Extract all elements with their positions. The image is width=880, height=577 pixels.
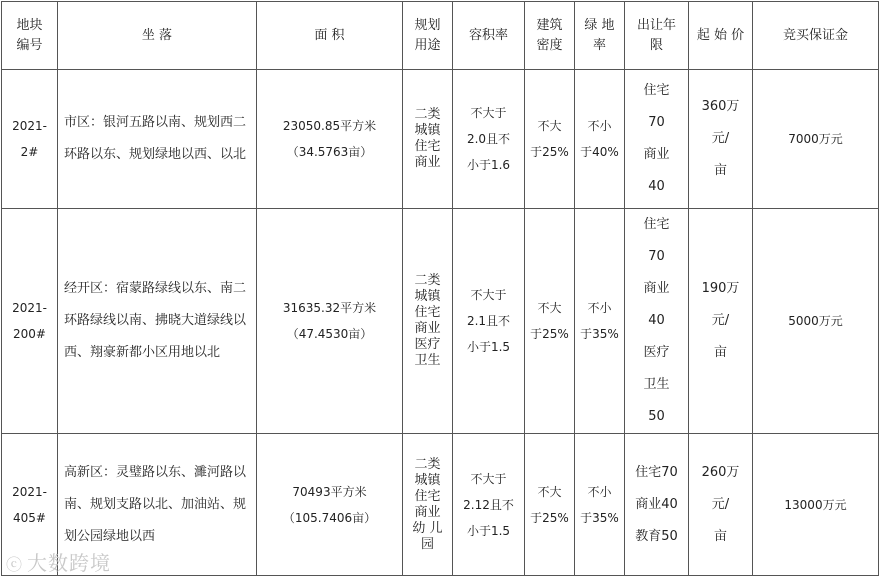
cell-location: 高新区：灵璧路以东、濉河路以南、规划支路以北、加油站、规划公园绿地以西 [58,434,257,576]
watermark-text: 大数跨境 [27,551,112,575]
cell-parcel-no: 2021- 2# [2,70,58,209]
header-far: 容积率 [453,2,525,70]
cell-planned-use: 二类 城镇 住宅 商业 [403,70,453,209]
header-area: 面 积 [257,2,403,70]
cell-transfer-years: 住宅 70 商业 40 医疗 卫生 50 [625,209,689,434]
cell-far: 不大于 2.1且不 小于1.5 [453,209,525,434]
cell-green: 不小 于40% [575,70,625,209]
table-header-row [2,2,879,70]
cell-start-price: 190万元/ 亩 [689,209,753,434]
cell-density: 不大 于25% [525,70,575,209]
cell-transfer-years: 住宅70 商业40 教育50 [625,434,689,576]
cell-transfer-years: 住宅 70 商业 40 [625,70,689,209]
table-row [2,209,879,434]
land-parcel-table [1,1,879,576]
cell-planned-use: 二类 城镇 住宅 商业 医疗 卫生 [403,209,453,434]
cell-far: 不大于 2.0且不 小于1.6 [453,70,525,209]
cell-deposit: 13000万元 [753,434,879,576]
cell-deposit: 5000万元 [753,209,879,434]
header-deposit: 竞买保证金 [753,2,879,70]
cell-start-price: 260万元/ 亩 [689,434,753,576]
header-density: 建筑 密度 [525,2,575,70]
header-transfer-years: 出让年 限 [625,2,689,70]
cell-location: 市区：银河五路以南、规划西二环路以东、规划绿地以西、以北 [58,70,257,209]
header-location: 坐 落 [58,2,257,70]
cell-green: 不小 于35% [575,434,625,576]
header-green: 绿 地 率 [575,2,625,70]
cell-density: 不大 于25% [525,209,575,434]
cell-deposit: 7000万元 [753,70,879,209]
cell-location: 经开区：宿蒙路绿线以东、南二环路绿线以南、拂晓大道绿线以西、翔豪新都小区用地以北 [58,209,257,434]
cell-area: 70493平方米 （105.7406亩） [257,434,403,576]
header-planned-use: 规划 用途 [403,2,453,70]
table-row [2,434,879,576]
table-row [2,70,879,209]
cell-parcel-no: 2021- 200# [2,209,58,434]
cell-start-price: 360万元/ 亩 [689,70,753,209]
cell-area: 31635.32平方米 （47.4530亩） [257,209,403,434]
cell-green: 不小 于35% [575,209,625,434]
cell-far: 不大于 2.12且不 小于1.5 [453,434,525,576]
watermark-logo-icon: ⓒ [6,555,24,574]
watermark [6,547,111,576]
cell-planned-use: 二类 城镇 住宅 商业 幼 儿 园 [403,434,453,576]
cell-parcel-no: 2021- 405# [2,434,58,576]
header-parcel-no: 地块 编号 [2,2,58,70]
header-start-price: 起 始 价 [689,2,753,70]
cell-area: 23050.85平方米 （34.5763亩） [257,70,403,209]
cell-density: 不大 于25% [525,434,575,576]
